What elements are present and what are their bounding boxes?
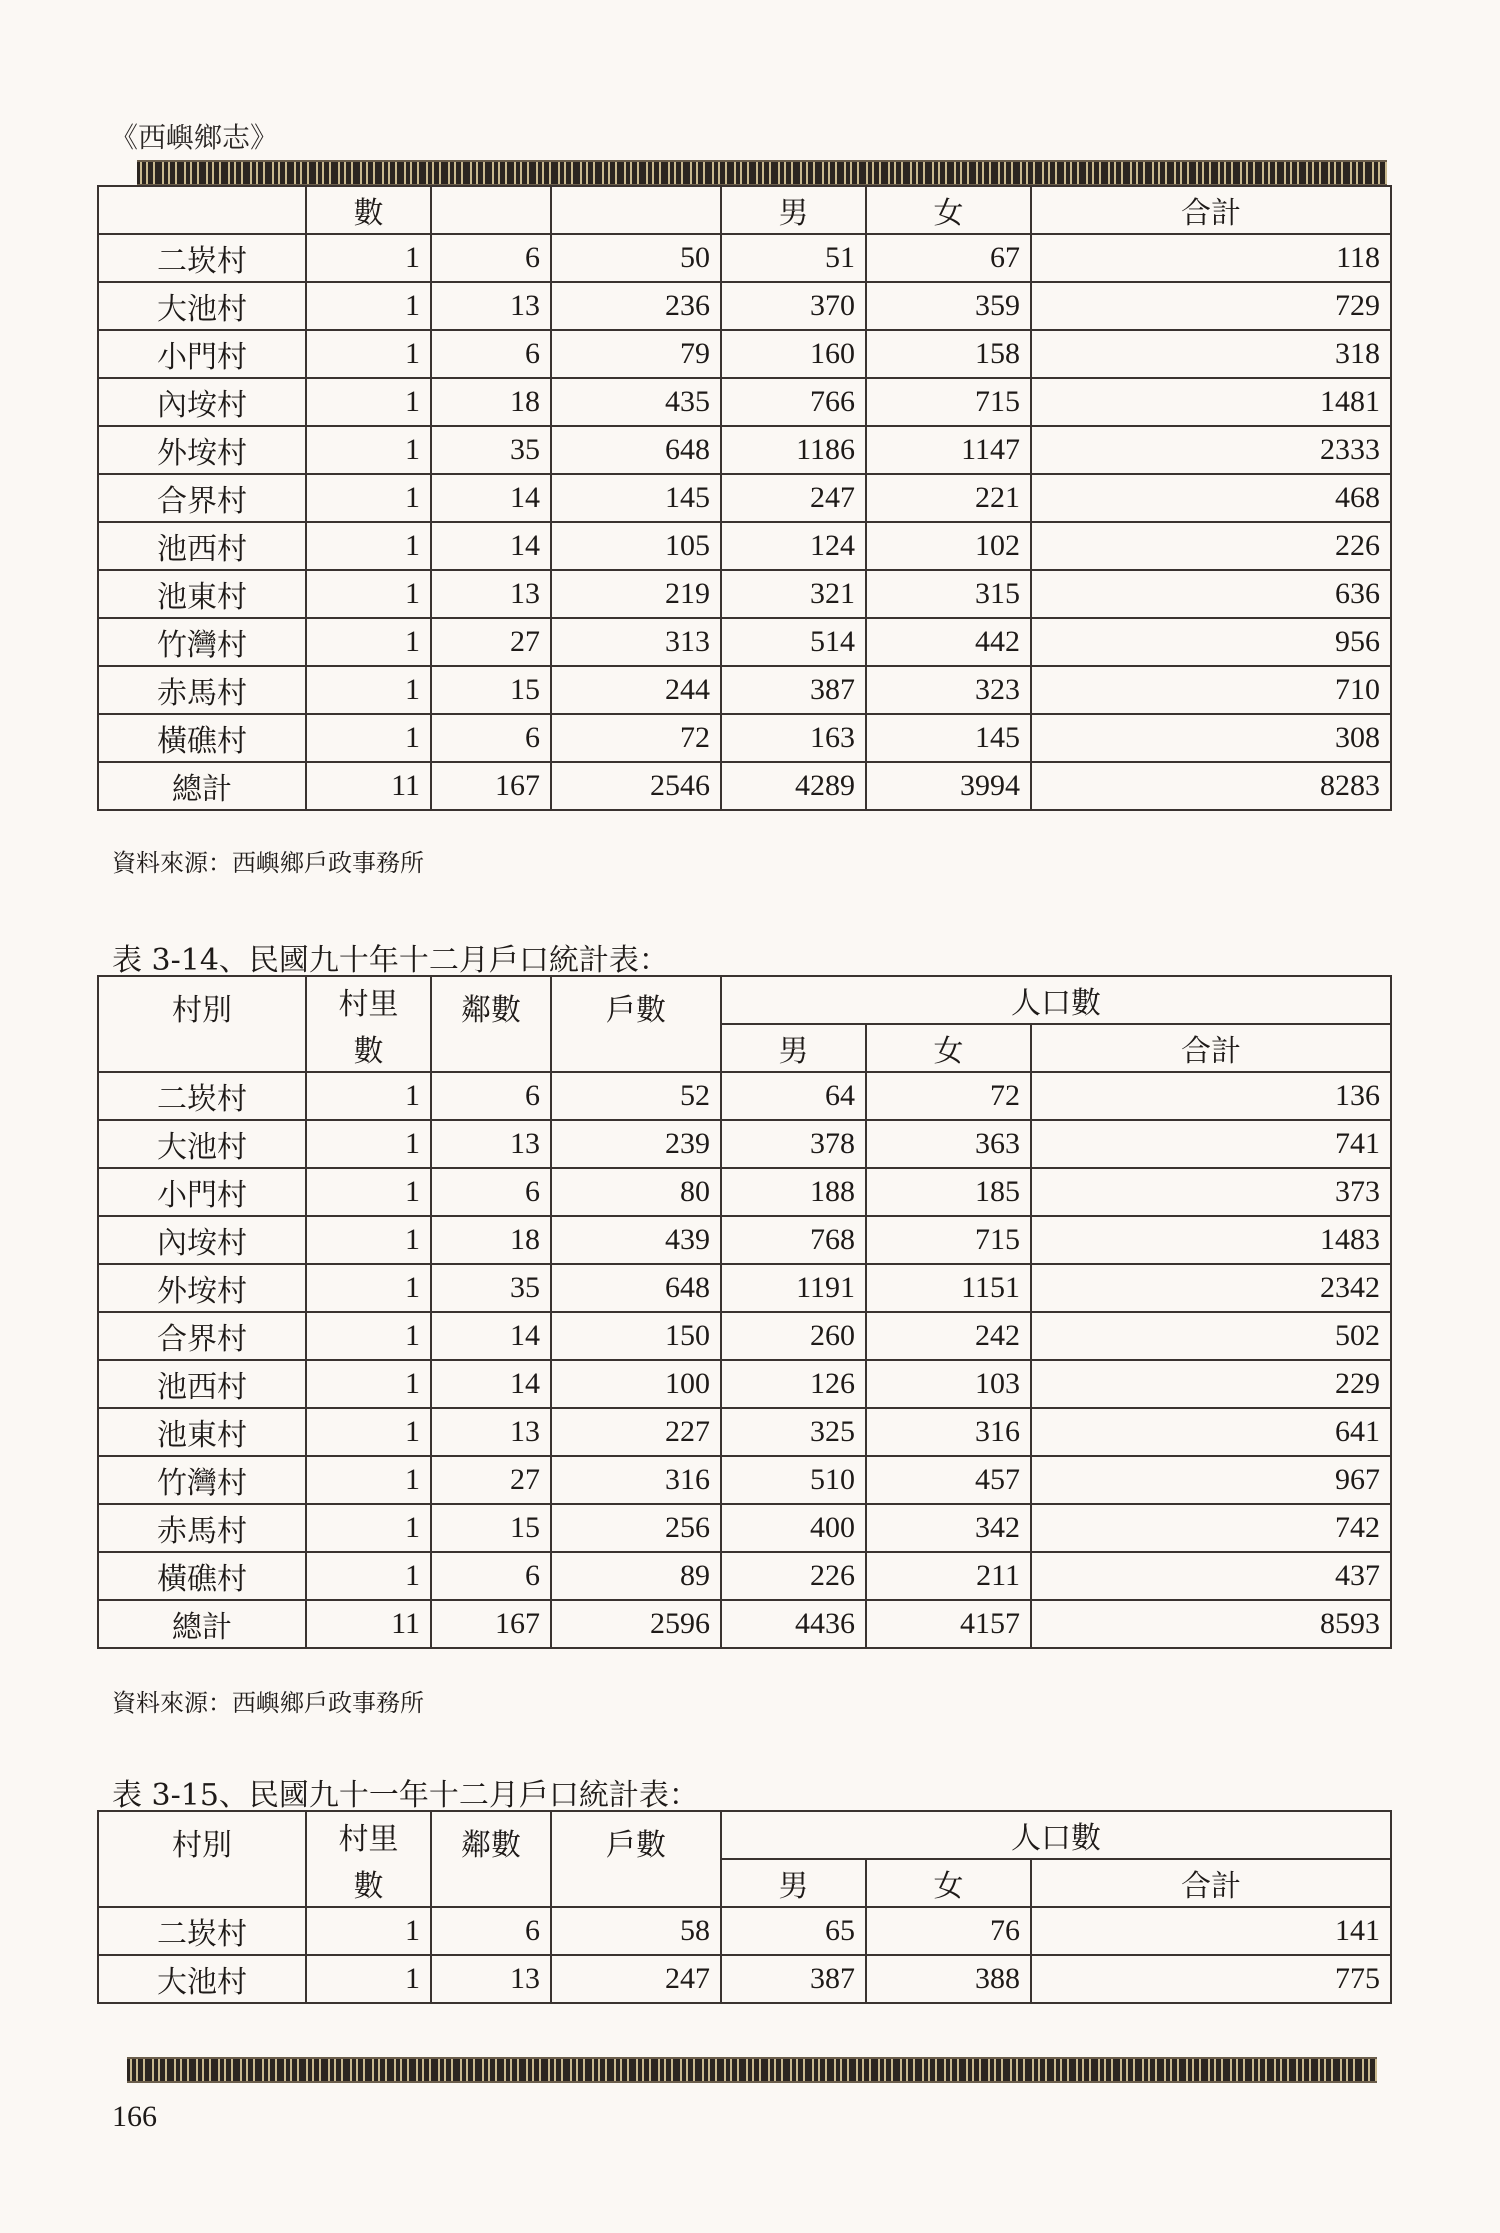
cell-village: 大池村 [98, 1120, 306, 1168]
cell-total: 1481 [1031, 378, 1391, 426]
table-row [98, 570, 1391, 618]
cell-village-count: 1 [306, 522, 431, 570]
header-neighborhoods: 鄰數 [431, 976, 551, 1072]
cell-village-count: 1 [306, 1312, 431, 1360]
cell-female: 1151 [866, 1264, 1031, 1312]
cell-village-count: 1 [306, 426, 431, 474]
cell-neighborhoods: 27 [431, 1456, 551, 1504]
table-row [98, 1552, 1391, 1600]
cell-households: 256 [551, 1504, 721, 1552]
table-caption: 表 3-15、民國九十一年十二月戶口統計表： [112, 1778, 699, 1813]
cell-female: 323 [866, 666, 1031, 714]
cell-neighborhoods: 6 [431, 1552, 551, 1600]
cell-female: 211 [866, 1552, 1031, 1600]
cell-female: 158 [866, 330, 1031, 378]
cell-female: 442 [866, 618, 1031, 666]
cell-village-count: 11 [306, 762, 431, 810]
cell-village-count: 1 [306, 666, 431, 714]
cell-village: 橫礁村 [98, 1552, 306, 1600]
cell-female: 76 [866, 1907, 1031, 1955]
cell-female: 221 [866, 474, 1031, 522]
header-village: 村別 [98, 1811, 306, 1907]
cell-neighborhoods: 167 [431, 1600, 551, 1648]
cell-village: 池東村 [98, 1408, 306, 1456]
cell-total: 373 [1031, 1168, 1391, 1216]
cell-neighborhoods: 15 [431, 666, 551, 714]
cell-neighborhoods: 18 [431, 378, 551, 426]
cell-total: 956 [1031, 618, 1391, 666]
header-village-count-2: 數 [306, 1859, 431, 1907]
cell-neighborhoods: 35 [431, 1264, 551, 1312]
cell-village: 合界村 [98, 474, 306, 522]
header-village-count: 村里 [306, 976, 431, 1024]
cell-male: 1191 [721, 1264, 866, 1312]
cell-male: 387 [721, 1955, 866, 2003]
cell-male: 4289 [721, 762, 866, 810]
cell-male: 64 [721, 1072, 866, 1120]
cell-male: 124 [721, 522, 866, 570]
cell-female: 715 [866, 378, 1031, 426]
header-total: 合計 [1031, 1859, 1391, 1907]
header-households: 戶數 [551, 1811, 721, 1907]
cell-village-count: 1 [306, 570, 431, 618]
header-population: 人口數 [721, 976, 1391, 1024]
table-continued [97, 185, 1392, 811]
table-row [98, 522, 1391, 570]
cell-households: 648 [551, 1264, 721, 1312]
decorative-border-top [137, 160, 1387, 186]
cell-village: 小門村 [98, 330, 306, 378]
cell-male: 768 [721, 1216, 866, 1264]
cell-male: 325 [721, 1408, 866, 1456]
header-cell: 男 [721, 186, 866, 234]
table-row [98, 1168, 1391, 1216]
cell-households: 239 [551, 1120, 721, 1168]
cell-village: 竹灣村 [98, 1456, 306, 1504]
cell-female: 3994 [866, 762, 1031, 810]
header-cell: 合計 [1031, 186, 1391, 234]
cell-male: 766 [721, 378, 866, 426]
cell-village: 池東村 [98, 570, 306, 618]
cell-village: 內垵村 [98, 1216, 306, 1264]
cell-village: 小門村 [98, 1168, 306, 1216]
cell-female: 72 [866, 1072, 1031, 1120]
cell-village-count: 1 [306, 1072, 431, 1120]
cell-male: 126 [721, 1360, 866, 1408]
table-header-row [98, 186, 1391, 234]
cell-total: 118 [1031, 234, 1391, 282]
cell-village-count: 1 [306, 1216, 431, 1264]
cell-households: 52 [551, 1072, 721, 1120]
header-households: 戶數 [551, 976, 721, 1072]
cell-neighborhoods: 15 [431, 1504, 551, 1552]
cell-village: 赤馬村 [98, 666, 306, 714]
cell-male: 65 [721, 1907, 866, 1955]
cell-female: 103 [866, 1360, 1031, 1408]
cell-neighborhoods: 13 [431, 282, 551, 330]
table-row [98, 1907, 1391, 1955]
cell-households: 80 [551, 1168, 721, 1216]
cell-female: 359 [866, 282, 1031, 330]
cell-total: 775 [1031, 1955, 1391, 2003]
running-header: 《西嶼鄉志》 [110, 121, 279, 154]
header-female: 女 [866, 1024, 1031, 1072]
table-row [98, 330, 1391, 378]
cell-neighborhoods: 14 [431, 1360, 551, 1408]
cell-village-count: 1 [306, 618, 431, 666]
cell-total: 742 [1031, 1504, 1391, 1552]
cell-households: 313 [551, 618, 721, 666]
cell-neighborhoods: 6 [431, 1168, 551, 1216]
cell-male: 226 [721, 1552, 866, 1600]
cell-village-count: 1 [306, 378, 431, 426]
cell-households: 244 [551, 666, 721, 714]
cell-village: 外垵村 [98, 1264, 306, 1312]
cell-village-count: 1 [306, 714, 431, 762]
header-village-count: 村里 [306, 1811, 431, 1859]
cell-female: 316 [866, 1408, 1031, 1456]
table-row [98, 714, 1391, 762]
cell-households: 435 [551, 378, 721, 426]
cell-male: 163 [721, 714, 866, 762]
cell-households: 145 [551, 474, 721, 522]
cell-female: 715 [866, 1216, 1031, 1264]
cell-total: 437 [1031, 1552, 1391, 1600]
cell-neighborhoods: 13 [431, 1955, 551, 2003]
cell-female: 315 [866, 570, 1031, 618]
cell-female: 457 [866, 1456, 1031, 1504]
cell-neighborhoods: 6 [431, 234, 551, 282]
cell-neighborhoods: 13 [431, 1120, 551, 1168]
header-cell [551, 186, 721, 234]
cell-households: 648 [551, 426, 721, 474]
header-village: 村別 [98, 976, 306, 1072]
cell-total: 8283 [1031, 762, 1391, 810]
cell-village-count: 1 [306, 1120, 431, 1168]
population-table-91 [97, 1810, 1392, 2004]
cell-village: 總計 [98, 762, 306, 810]
header-cell: 女 [866, 186, 1031, 234]
cell-households: 50 [551, 234, 721, 282]
cell-total: 729 [1031, 282, 1391, 330]
cell-village-count: 1 [306, 1504, 431, 1552]
cell-households: 316 [551, 1456, 721, 1504]
cell-male: 4436 [721, 1600, 866, 1648]
cell-male: 387 [721, 666, 866, 714]
cell-village: 橫礁村 [98, 714, 306, 762]
cell-village: 二崁村 [98, 1907, 306, 1955]
cell-village-count: 1 [306, 234, 431, 282]
cell-village-count: 1 [306, 282, 431, 330]
cell-total: 641 [1031, 1408, 1391, 1456]
cell-neighborhoods: 13 [431, 1408, 551, 1456]
source-note: 資料來源：西嶼鄉戶政事務所 [112, 1689, 424, 1717]
header-village-count-2: 數 [306, 1024, 431, 1072]
cell-neighborhoods: 6 [431, 1072, 551, 1120]
cell-households: 72 [551, 714, 721, 762]
total-row [98, 762, 1391, 810]
table-row [98, 282, 1391, 330]
table-row [98, 1312, 1391, 1360]
total-row [98, 1600, 1391, 1648]
header-cell: 數 [306, 186, 431, 234]
cell-village: 合界村 [98, 1312, 306, 1360]
cell-households: 100 [551, 1360, 721, 1408]
cell-village-count: 1 [306, 1168, 431, 1216]
cell-village: 總計 [98, 1600, 306, 1648]
cell-households: 439 [551, 1216, 721, 1264]
cell-neighborhoods: 13 [431, 570, 551, 618]
cell-households: 227 [551, 1408, 721, 1456]
table-row [98, 666, 1391, 714]
cell-village-count: 1 [306, 1456, 431, 1504]
cell-neighborhoods: 35 [431, 426, 551, 474]
cell-neighborhoods: 14 [431, 522, 551, 570]
cell-village: 內垵村 [98, 378, 306, 426]
table-row [98, 1360, 1391, 1408]
cell-village: 竹灣村 [98, 618, 306, 666]
table-row [98, 234, 1391, 282]
table-row [98, 1408, 1391, 1456]
cell-neighborhoods: 14 [431, 474, 551, 522]
cell-male: 400 [721, 1504, 866, 1552]
table-row [98, 1072, 1391, 1120]
cell-total: 636 [1031, 570, 1391, 618]
cell-total: 318 [1031, 330, 1391, 378]
cell-female: 102 [866, 522, 1031, 570]
cell-male: 321 [721, 570, 866, 618]
header-total: 合計 [1031, 1024, 1391, 1072]
cell-male: 160 [721, 330, 866, 378]
cell-neighborhoods: 18 [431, 1216, 551, 1264]
cell-village: 大池村 [98, 282, 306, 330]
table-row [98, 1456, 1391, 1504]
cell-total: 226 [1031, 522, 1391, 570]
cell-village-count: 1 [306, 474, 431, 522]
cell-female: 4157 [866, 1600, 1031, 1648]
cell-neighborhoods: 6 [431, 330, 551, 378]
table-row [98, 378, 1391, 426]
cell-village: 池西村 [98, 522, 306, 570]
cell-neighborhoods: 27 [431, 618, 551, 666]
cell-female: 67 [866, 234, 1031, 282]
cell-village-count: 1 [306, 1408, 431, 1456]
cell-neighborhoods: 14 [431, 1312, 551, 1360]
cell-village-count: 1 [306, 330, 431, 378]
cell-neighborhoods: 6 [431, 1907, 551, 1955]
cell-households: 58 [551, 1907, 721, 1955]
cell-households: 236 [551, 282, 721, 330]
cell-village: 外垵村 [98, 426, 306, 474]
cell-female: 145 [866, 714, 1031, 762]
table-row [98, 1120, 1391, 1168]
cell-households: 219 [551, 570, 721, 618]
cell-total: 2333 [1031, 426, 1391, 474]
cell-village-count: 1 [306, 1955, 431, 2003]
table-row [98, 1216, 1391, 1264]
cell-male: 510 [721, 1456, 866, 1504]
cell-female: 388 [866, 1955, 1031, 2003]
header-male: 男 [721, 1859, 866, 1907]
cell-total: 710 [1031, 666, 1391, 714]
cell-village-count: 1 [306, 1552, 431, 1600]
table-row [98, 1504, 1391, 1552]
cell-village-count: 11 [306, 1600, 431, 1648]
cell-village-count: 1 [306, 1907, 431, 1955]
table-row [98, 474, 1391, 522]
cell-village: 二崁村 [98, 234, 306, 282]
header-female: 女 [866, 1859, 1031, 1907]
cell-female: 1147 [866, 426, 1031, 474]
header-neighborhoods: 鄰數 [431, 1811, 551, 1907]
cell-total: 502 [1031, 1312, 1391, 1360]
cell-households: 2546 [551, 762, 721, 810]
cell-total: 741 [1031, 1120, 1391, 1168]
cell-village: 大池村 [98, 1955, 306, 2003]
cell-households: 89 [551, 1552, 721, 1600]
cell-total: 2342 [1031, 1264, 1391, 1312]
table-row [98, 426, 1391, 474]
cell-male: 514 [721, 618, 866, 666]
cell-total: 141 [1031, 1907, 1391, 1955]
cell-total: 229 [1031, 1360, 1391, 1408]
cell-female: 363 [866, 1120, 1031, 1168]
cell-total: 308 [1031, 714, 1391, 762]
cell-male: 247 [721, 474, 866, 522]
cell-village-count: 1 [306, 1264, 431, 1312]
cell-male: 188 [721, 1168, 866, 1216]
cell-households: 247 [551, 1955, 721, 2003]
table-caption: 表 3-14、民國九十年十二月戶口統計表： [112, 943, 669, 978]
cell-total: 1483 [1031, 1216, 1391, 1264]
cell-village-count: 1 [306, 1360, 431, 1408]
decorative-border-bottom [127, 2057, 1377, 2083]
cell-neighborhoods: 167 [431, 762, 551, 810]
population-table-90 [97, 975, 1392, 1649]
cell-households: 79 [551, 330, 721, 378]
cell-female: 342 [866, 1504, 1031, 1552]
page-number: 166 [112, 2100, 157, 2133]
cell-male: 378 [721, 1120, 866, 1168]
cell-male: 260 [721, 1312, 866, 1360]
cell-households: 105 [551, 522, 721, 570]
cell-households: 2596 [551, 1600, 721, 1648]
header-population: 人口數 [721, 1811, 1391, 1859]
cell-female: 185 [866, 1168, 1031, 1216]
table-row [98, 1264, 1391, 1312]
cell-male: 370 [721, 282, 866, 330]
header-male: 男 [721, 1024, 866, 1072]
cell-village: 赤馬村 [98, 1504, 306, 1552]
cell-village: 二崁村 [98, 1072, 306, 1120]
cell-male: 51 [721, 234, 866, 282]
source-note: 資料來源：西嶼鄉戶政事務所 [112, 849, 424, 877]
cell-total: 967 [1031, 1456, 1391, 1504]
table-row [98, 618, 1391, 666]
cell-total: 136 [1031, 1072, 1391, 1120]
header-cell [98, 186, 306, 234]
cell-households: 150 [551, 1312, 721, 1360]
table-row [98, 1955, 1391, 2003]
cell-village: 池西村 [98, 1360, 306, 1408]
cell-male: 1186 [721, 426, 866, 474]
header-cell [431, 186, 551, 234]
cell-total: 8593 [1031, 1600, 1391, 1648]
cell-total: 468 [1031, 474, 1391, 522]
cell-neighborhoods: 6 [431, 714, 551, 762]
cell-female: 242 [866, 1312, 1031, 1360]
